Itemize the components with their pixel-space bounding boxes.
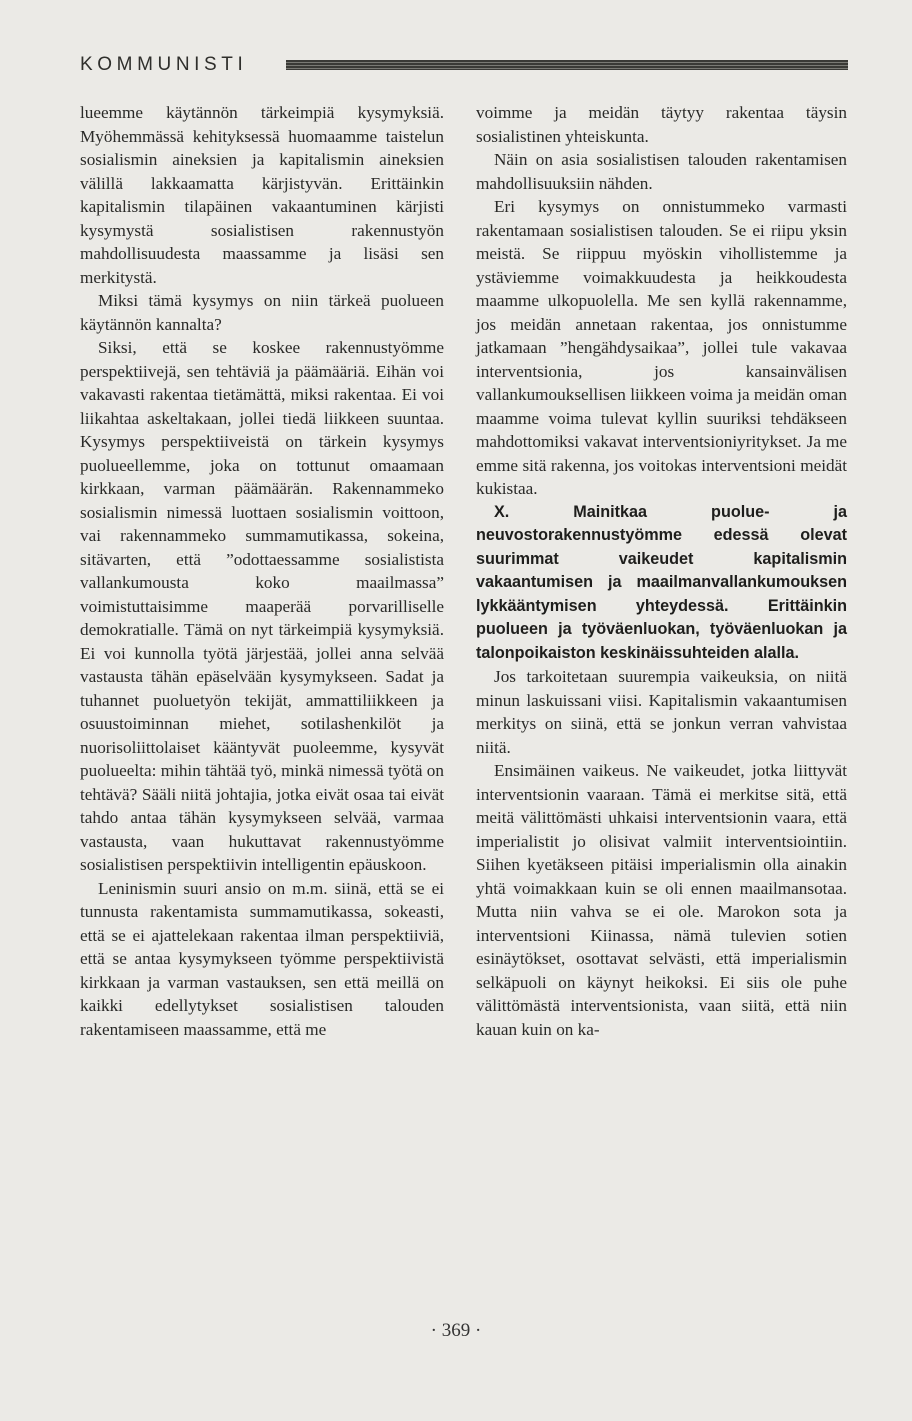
journal-title: KOMMUNISTI — [80, 54, 248, 75]
left-column — [80, 101, 444, 1041]
paragraph: Näin on asia sosialistisen talouden rakentamisen mahdollisuuksiin nähden. — [476, 150, 847, 193]
header-rule — [286, 60, 848, 70]
right-column — [476, 101, 847, 1041]
paragraph: Eri kysymys on onnistummeko varmasti rakentamaan sosialistisen talouden. Se ei riipu yksin meistä. Se riippuu myöskin vihollistemme ja ystäviemme voimakkuudesta ja heikkoudesta maamme ulkopuolella. Me sen kyllä rakennamme, jos meidän annetaan rakentaa, jos onnistumme jatkamaan ”hengähdysaikaa”, jollei tule vakavaa interventsionia, jos kansainvälisen vallankumouksellisen liikkeen voima ja meidän oman maamme voima tulevat kyllin suuriksi tehdäkseen mahdottomiksi vakavat interventsioniyritykset. Ja me emme sitä rakenna, jos voitokas interventsioni meidät kukistaa. — [476, 197, 847, 498]
paragraph: Siksi, että se koskee rakennustyömme perspektiivejä, sen tehtäviä ja päämääriä. Eihän voi vakavasti rakentaa tietämättä, miksi rakentaa. Ei voi liikahtaa askeltakaan, jollei tiedä liikkeen suuntaa. Kysymys perspektiiveistä on tärkein kysymys puolueellemme, joka on tottunut omaamaan kirkkaan, varman päämäärän. Rakennammeko sosialismin nimessä luottaen sosialismin voittoon, vai rakennammeko summamutikassa, sokeina, sitävarten, että ”odottaessamme sosialistista vallankumousta koko maailmassa” voimistuttaisimme maaperää porvarilliselle demokratialle. Tämä on nyt tärkeimpiä kysymyksiä. Ei voi kunnolla työtä järjestää, jollei anna selvää vastausta tähän epäselvään kysymykseen. Sadat ja tuhannet puoluetyön tekijät, ammattiliikkeen ja osuustoiminnan miehet, sotilashenkilöt ja nuorisoliittolaiset kääntyvät puoleemme, kysyvät puolueelta: mihin tähtää työ, minkä nimessä työtä on tehtävä? Sääli niitä johtajia, jotka eivät osaa tai eivät tahdo antaa tähän kysymykseen selvää, varmaa vastausta, vaan hukuttavat rakennustyömme sosialistisen perspektiivin intelligentin epäuskoon. — [80, 338, 444, 874]
running-header — [80, 50, 848, 80]
paragraph: Leninismin suuri ansio on m.m. siinä, että se ei tunnusta rakentamista summamutikassa, sokeasti, että se ei ajattelekaan rakentaa ilman perspektiiviä, että se antaa kysymykseen työmme perspektiivistä kirkkaan ja varman vastauksen, sen että meillä on kaikki edellytykset sosialistisen talouden rakentamiseen maassamme, että me — [80, 878, 444, 1039]
section-heading: X. Mainitkaa puolue- ja neuvostorakennustyömme edessä olevat suurimmat vaikeudet kapitalismin vakaantumisen ja maailmanvallankumouksen lykkääntymisen yhteydessä. Erittäinkin puolueen ja työväenluokan, työväenluokan ja talonpoikaiston keskinäissuhteiden alalla. — [476, 502, 847, 662]
paragraph: lueemme käytännön tärkeimpiä kysymyksiä. Myöhemmässä kehityksessä huomaamme taistelun sosialismin aineksien ja kapitalismin aineksien välillä lakkaamatta kärjistyvän. Erittäinkin kapitalismin tilapäinen vakaantuminen kärjisti kysymystä sosialistisen rakennustyön mahdollisuudesta maassamme ja lisäsi sen merkitystä. — [80, 103, 444, 287]
paragraph: Ensimäinen vaikeus. Ne vaikeudet, jotka liittyvät interventsionin vaaraan. Tämä ei merkitse sitä, että meitä välittömästi uhkaisi interventsionin vaara, että imperialistit jo olisivat valmiit interventsiointiin. Siihen kyetäkseen pitäisi imperialismin olla ainakin yhtä voimakkaan kuin se oli ennen maailmansotaa. Mutta niin vahva se ei ole. Marokon sota ja interventsioni Kiinassa, nämä tulevien sotien esinäytökset, osottavat selvästi, että imperialismin selkäpuoli on käynyt heikoksi. Ei siis ole puhe välittömästä interventsionista, vaan siitä, että niin kauan kuin on ka- — [476, 761, 847, 1039]
paragraph: Miksi tämä kysymys on niin tärkeä puolueen käytännön kannalta? — [80, 291, 444, 334]
paragraph: voimme ja meidän täytyy rakentaa täysin sosialistinen yhteiskunta. — [476, 103, 847, 146]
page-number: · 369 · — [430, 1320, 482, 1341]
paragraph: Jos tarkoitetaan suurempia vaikeuksia, on niitä minun laskuissani viisi. Kapitalismin vakaantumisen merkitys on siinä, että se jonkun verran vahvistaa niitä. — [476, 667, 847, 757]
